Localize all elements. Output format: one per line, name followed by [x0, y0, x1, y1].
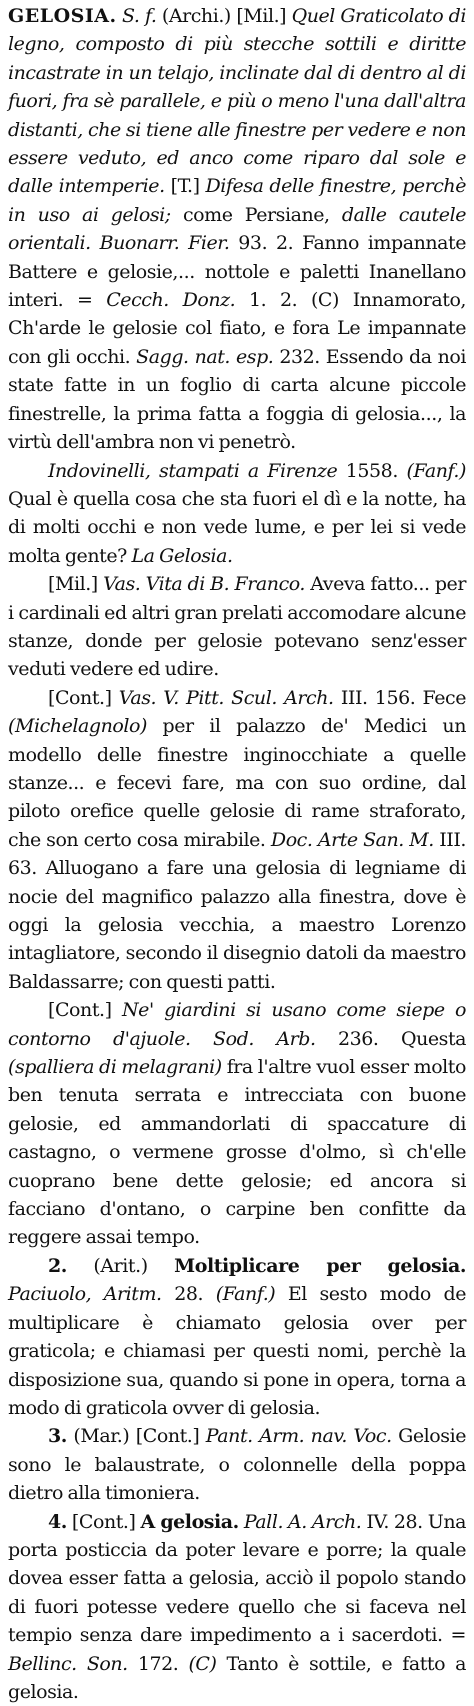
citation-source: Bellinc. Son. [8, 1652, 128, 1675]
paragraph-cont-vasari [8, 684, 466, 996]
citation-year: 1558. [345, 459, 398, 482]
sense-heading: A gelosia. [140, 1510, 239, 1533]
paragraph-mil [8, 570, 466, 684]
domain-label: [Mil.] [48, 573, 98, 596]
citation-text: Una porta posticcia da poter levare e porre; la quale dovea esser fatta a gelosia, acciò il popolo stando di fuori potesse vedere quello che si faceva nel tempio senza dare impedimento a i sacerdoti. [8, 1510, 466, 1647]
sense-number: 3. [48, 1425, 67, 1448]
domain-label: [Cont.] [71, 1510, 136, 1533]
citation-ref: 28. [174, 1283, 204, 1306]
tag-label: [T.] [170, 175, 200, 198]
citation-text: Innamorato, Ch'arde le gelosie col fiato, e fora Le impannate con gli occhi. [8, 289, 467, 368]
citation-parenthetical: (spalliera di melagrani) [8, 1056, 222, 1079]
citation-text: Gelosie sono le balaustrate, o colonnelle della poppa dietro alla timoniera. [8, 1425, 466, 1505]
sense-number: 2. [48, 1254, 67, 1277]
paragraph-indovinelli [8, 457, 466, 571]
definition-text: Difesa delle finestre, perchè in uso ai gelosi; [8, 175, 467, 226]
citation-source: Doc. Arte San. M. [270, 828, 434, 851]
citation-answer: La Gelosia. [131, 544, 233, 567]
definition-text: Ne' giardini si usano come siepe o contorno d'ajuole. [8, 999, 467, 1050]
citation-source: Sagg. nat. esp. [136, 345, 274, 368]
headword: GELOSIA. [8, 5, 117, 27]
definition-text: dalle cautele orientali. [8, 203, 467, 255]
definition-text: Quel Graticolato di legno, composto di più stecche sottili e diritte incastrate in un telajo, inclinate dal di dentro al di fuori, fra sè parallele, e più o meno l'una dall'altra distanti, che si tiene alle finestre per vedere e non essere veduto, ed anco come riparo dal sole e dalle intemperie. [8, 5, 467, 198]
sense-number: 4. [48, 1510, 67, 1533]
citation-label: (C) [310, 289, 339, 312]
citation-ref: III. 63. [8, 828, 466, 880]
citation-text: 232. Essendo da noi state fatte in un foglio di carta alcune piccole finestrelle, la prima fatta a foggia di gelosia..., la virtù dell'ambra non vi penetrò. [8, 345, 466, 454]
citation-text: Qual è quella cosa che sta fuori el dì e la notte, ha di molti occhi e non vede lume, e per lei si vede molta gente? [8, 487, 466, 567]
citation-source: Indovinelli, stampati a Firenze [48, 459, 338, 482]
domain-label: (Arit.) [93, 1254, 148, 1277]
domain-label: [Mil.] [236, 5, 287, 27]
sense-heading: Moltiplicare per gelosia. [174, 1254, 466, 1277]
paragraph-cont-giardini [8, 996, 466, 1252]
equals-sign: = [76, 289, 93, 312]
citation-ref: III. 156. [340, 686, 416, 709]
citation-text: Tanto è sottile, e fatto a gelosia. [8, 1652, 467, 1703]
domain-label: (Mar.) [Cont.] [73, 1425, 200, 1448]
domain-label: (Archi.) [161, 5, 231, 27]
citation-text: 93. 2. Fanno impannate Battere e gelosie,... nottole e paletti Inanellano interi. [8, 232, 466, 312]
citation-source: Cecch. Donz. [106, 289, 236, 312]
citation-ref: 1. 2. [249, 289, 298, 312]
citation-parenthetical: (Michelagnolo) [8, 715, 147, 738]
sense-2 [8, 1252, 466, 1422]
citation-text: per il palazzo de' Medici un modello delle finestre inginocchiate a quelle stanze... e fecevi fare, ma con suo ordine, dal piloto orefice quelle gelosie di rame straforato, che son certo cosa mirabile. [8, 715, 466, 851]
citation-source: Vas. V. Pitt. Scul. Arch. [118, 686, 334, 709]
citation-label: (Fanf.) [406, 459, 466, 482]
citation-source: Paciuolo, Aritm. [8, 1283, 162, 1306]
citation-source: Pall. A. Arch. [243, 1510, 362, 1533]
equals-sign: = [450, 1624, 466, 1647]
citation-text: El sesto modo de multiplicare è chiamato gelosia over per graticola; e chiamasi per questi nomi, perchè la disposizione sua, quando si pone in opera, torna a modo di graticola ovver di gelosia. [8, 1283, 467, 1419]
citation-text: Fece [422, 686, 467, 709]
sense-3 [8, 1422, 466, 1507]
citation-ref: 172. [137, 1652, 179, 1675]
citation-text: fra l'altre vuol esser molto ben tenuta serrata e intrecciata con buone gelosie, ed ammandorlati di spaccature di castagno, o vermene grosse d'olmo, sì ch'elle cuoprano bene dette gelosie; ed ancora si facciano d'ontano, o carpine ben confitte da reggere assai tempo. [8, 1056, 466, 1249]
citation-source: Pant. Arm. nav. Voc. [205, 1425, 392, 1448]
citation-source: Buonarr. Fier. [99, 232, 230, 255]
grammar-label: S. f. [122, 5, 157, 27]
citation-label: (C) [188, 1652, 217, 1675]
citation-source: Sod. Arb. [213, 1027, 316, 1050]
entry-main-sense [8, 2, 466, 457]
definition-text: come Persiane, [182, 203, 330, 226]
citation-text: Aveva fatto... per i cardinali ed altri gran prelati accomodare alcune stanze, donde per gelosie potevano senz'esser veduti vedere ed udire. [8, 573, 466, 681]
citation-source: Vas. Vita di B. Franco. [103, 573, 306, 596]
domain-label: [Cont.] [48, 999, 112, 1022]
citation-label: (Fanf.) [215, 1283, 276, 1306]
citation-text: 236. Questa [338, 1027, 467, 1050]
sense-4 [8, 1508, 466, 1706]
citation-ref: IV. 28. [366, 1510, 423, 1533]
domain-label: [Cont.] [48, 686, 112, 709]
citation-text: Alluogano a fare una gelosia di legniame di nocie del magnifico palazzo alla finestra, dove è oggi la gelosia vecchia, a maestro Lorenzo intagliatore, secondo il disegnio datoli da maestro Baldassarre; con questi patti. [8, 857, 466, 993]
